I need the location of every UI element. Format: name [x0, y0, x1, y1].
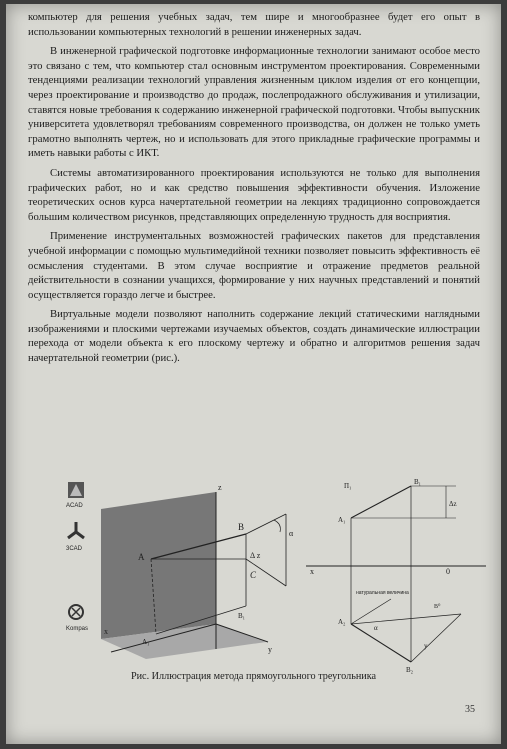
label-x: x [104, 627, 108, 636]
label-A: A [138, 552, 145, 562]
epure-label-B0: B⁰ [434, 604, 441, 610]
epure-label-A1: A₁ [338, 516, 346, 524]
epure-label-x: x [310, 567, 314, 576]
label-C: C [250, 570, 257, 580]
kompas-label: Kompas [66, 626, 89, 632]
label-B: B [238, 522, 245, 532]
epure-label-zero: 0 [446, 567, 450, 576]
epure-label-A2: A₂ [338, 618, 346, 626]
label-alpha: α [289, 529, 294, 538]
label-z: z [218, 483, 222, 492]
paragraph-2: В инженерной графической подготовке информационные технологии занимают особое место это связано с тем, что компьютер стал основным инструментом проектирования. Современными тенденциями реализации технологий управления жизненным циклом изделия от его концепции, через проектирование и производство до продаж, послепродажного обслуживания и утилизации, ставятся новые требования к содержанию инженерной графической подготовки. Чтобы выпускник университета удовлетворял требованиям современного производства, он должен не только уметь грамотно выполнять чертеж, но и использовать для этого прикладные графические программы и иметь навыки работы с ИКТ. [28, 45, 480, 160]
label-B1: B₁ [238, 612, 246, 620]
epure-label-alpha: α [374, 624, 378, 632]
paragraph-5: Виртуальные модели позволяют наполнить содержание лекций статическими наглядными изображениями и плоскими чертежами изучаемых объектов, создать динамические иллюстрации перехода от модели объекта к его плоскому чертежу и обратно и алгоритмов решения задач начертательной геометрии (рис.). [28, 308, 480, 365]
epure-label-y: y [424, 642, 428, 650]
figure-illustration [6, 474, 501, 674]
paragraph-1: компьютер для решения учебных задач, тем шире и многообразнее будет его опыт в использовании компьютерных технологий в решении инженерных задач. [28, 11, 480, 38]
3d-axes-label: 3CAD [66, 546, 83, 552]
label-y: y [268, 645, 272, 654]
label-dz: Δ z [250, 551, 261, 560]
epure-label-B2: B₂ [406, 666, 414, 674]
acad-icon [66, 482, 84, 509]
epure-label-B1: B₁ [414, 478, 422, 486]
label-A1: A₁ [142, 638, 150, 646]
figure-caption: Рис. Иллюстрация метода прямоугольного треугольника [130, 671, 377, 682]
3d-axes-icon [66, 522, 84, 552]
model-3d [101, 483, 294, 659]
epure-label-natural: натуральная величина [356, 590, 409, 596]
paragraph-4: Применение инструментальных возможностей графических пакетов для представления учебной информации с помощью мультимедийной техники позволяет повысить эффективность её осмысления студентами. В этом случае восприятие и отражение предметов реальной действительности в сознании учащихся, формирование у них научных представлений и понятий осуществляется гораздо легче и быстрее. [28, 230, 480, 301]
paragraph-3: Системы автоматизированного проектирования используются не только для выполнения графических работ, но и как средство повышения эффективности обучения. Изложение теоретических основ курса начертательной геометрии на лекциях традиционно сопровождается большим количеством рисунков, представляющих определенную трудность для восприятия. [28, 166, 480, 223]
epure-drawing [306, 478, 486, 674]
epure-label-dz: Δz [449, 500, 457, 508]
kompas-icon [66, 605, 88, 632]
acad-label: ACAD [66, 503, 83, 509]
document-page [6, 4, 501, 744]
body-text [28, 10, 480, 371]
epure-label-P: П₁ [344, 482, 352, 490]
page-number: 35 [465, 704, 475, 715]
figure [6, 474, 501, 674]
